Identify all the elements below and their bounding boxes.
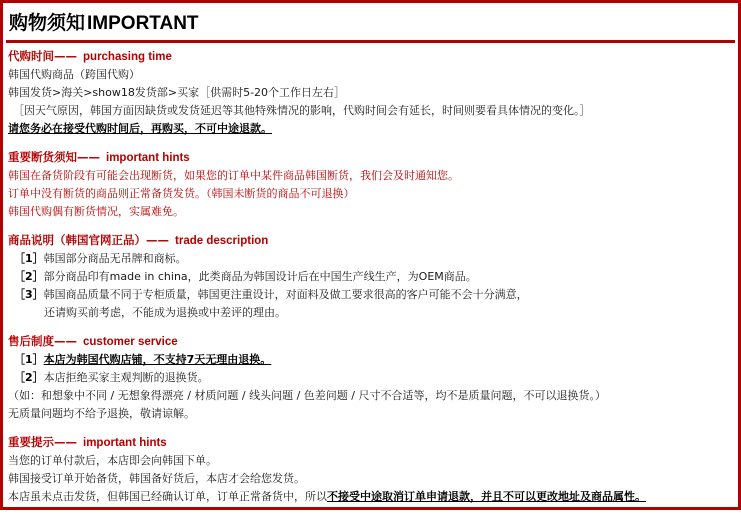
item-number: ［2］ bbox=[14, 371, 44, 384]
title-divider bbox=[6, 40, 735, 43]
notice-underlined: 请您务必在接受代购时间后，再购买，不可中途退款。 bbox=[8, 122, 272, 135]
text-line: 韩国代购商品（跨国代购） bbox=[8, 68, 140, 81]
item-text: 本店为韩国代购店铺，不支持7天无理由退换。 bbox=[43, 353, 272, 366]
heading-en: important hints bbox=[83, 437, 167, 449]
text-underlined: 不接受中途取消订单申请退款，并且不可以更改地址及商品属性。 bbox=[327, 490, 646, 503]
item-number: ［1］ bbox=[14, 353, 44, 366]
text-line: 韩国在备货阶段有可能会出现断货，如果您的订单中某件商品韩国断货，我们会及时通知您。 bbox=[8, 169, 459, 182]
heading-en: important hints bbox=[106, 152, 190, 164]
list-item bbox=[8, 250, 732, 268]
list-item bbox=[8, 351, 732, 369]
text-plain: 本店虽未点击发货，但韩国已经确认订单，订单正常备货中，所以 bbox=[8, 490, 327, 503]
list-item bbox=[8, 286, 732, 304]
heading-cn: 重要提示—— bbox=[8, 435, 77, 449]
text-line: 韩国代购偶有断货情况，实属难免。 bbox=[8, 205, 184, 218]
section-customer-service bbox=[8, 332, 732, 423]
heading-en: trade description bbox=[175, 235, 269, 247]
section-important-hints-2 bbox=[8, 433, 732, 506]
text-line: 韩国发货>海关>show18发货部>买家［供需时5-20个工作日左右］ bbox=[8, 86, 346, 99]
section-heading bbox=[8, 231, 732, 250]
section-heading bbox=[8, 433, 732, 452]
section-trade-description bbox=[8, 231, 732, 322]
item-number: ［2］ bbox=[14, 270, 44, 283]
title-cn: 购物须知 bbox=[9, 12, 86, 34]
heading-cn: 重要断货须知—— bbox=[8, 150, 100, 164]
text-line: （如：和想象中不同 / 无想象得漂亮 / 材质问题 / 线头问题 / 色差问题 / 尺寸不合适等，均不是质量问题，不可以退换货。） bbox=[8, 389, 606, 402]
heading-cn: 售后制度—— bbox=[8, 334, 77, 348]
list-item bbox=[8, 369, 732, 387]
heading-en: purchasing time bbox=[83, 51, 172, 63]
title-en: IMPORTANT bbox=[87, 13, 199, 34]
notice-content bbox=[8, 47, 732, 516]
text-line: 韩国接受订单开始备货，韩国备好货后，本店才会给您发货。 bbox=[8, 472, 305, 485]
heading-cn: 商品说明（韩国官网正品）—— bbox=[8, 233, 169, 247]
text-line bbox=[8, 488, 732, 506]
text-line: 订单中没有断货的商品则正常备货发货。（韩国未断货的商品不可退换） bbox=[8, 187, 355, 200]
item-number: ［3］ bbox=[14, 288, 44, 301]
section-heading bbox=[8, 332, 732, 351]
item-text: 韩国部分商品无吊牌和商标。 bbox=[43, 252, 187, 265]
item-text: 部分商品印有made in china，此类商品为韩国设计后在中国生产线生产，为OEM商品。 bbox=[43, 270, 477, 283]
section-important-hints bbox=[8, 148, 732, 221]
page-title bbox=[9, 10, 199, 37]
section-heading bbox=[8, 47, 732, 66]
text-line: 无质量问题均不给予退换，敬请谅解。 bbox=[8, 407, 195, 420]
item-text: 韩国商品质量不同于专柜质量，韩国更注重设计，对面料及做工要求很高的客户可能不会十分满意， bbox=[43, 288, 528, 301]
item-number: ［1］ bbox=[14, 252, 44, 265]
text-line: ［因天气原因，韩国方面因缺货或发货延迟等其他特殊情况的影响，代购时间会有延长，时间则要看具体情况的变化。］ bbox=[13, 104, 591, 117]
item-text: 本店拒绝买家主观判断的退换货。 bbox=[43, 371, 209, 384]
text-line: 当您的订单付款后，本店即会向韩国下单。 bbox=[8, 454, 217, 467]
list-item bbox=[8, 268, 732, 286]
text-line: 还请购买前考虑，不能成为退换或中差评的理由。 bbox=[44, 306, 286, 319]
section-heading bbox=[8, 148, 732, 167]
heading-en: customer service bbox=[83, 336, 178, 348]
heading-cn: 代购时间—— bbox=[8, 49, 77, 63]
section-purchasing-time bbox=[8, 47, 732, 138]
